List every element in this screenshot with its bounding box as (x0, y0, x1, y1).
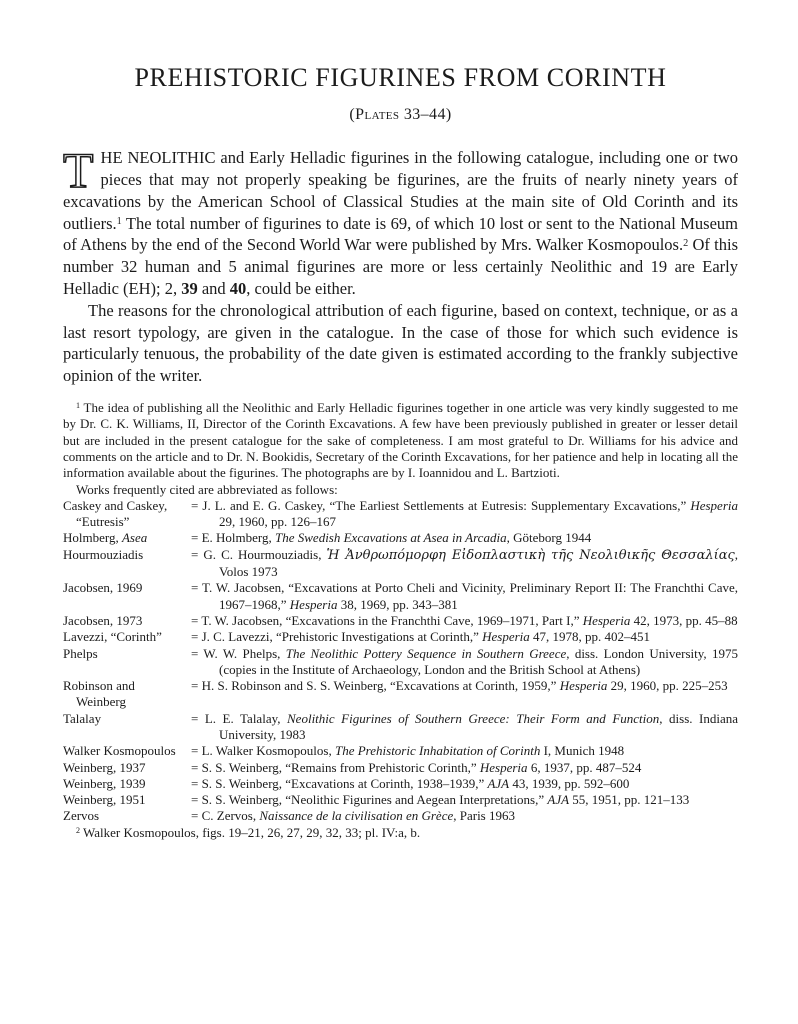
bibliography-abbreviation (63, 547, 191, 581)
bibliography-reference (191, 646, 738, 679)
works-cited-intro: Works frequently cited are abbreviated as follows: (76, 481, 338, 497)
text-run: , Paris 1963 (453, 808, 515, 824)
text-run: Asea (121, 530, 148, 546)
abbreviation-line-2 (63, 514, 191, 530)
text-run: Hourmouziadis (63, 546, 144, 562)
bibliography-reference (191, 629, 738, 645)
text-run: Talalay (63, 710, 102, 726)
text-run: = E. Holmberg, (191, 530, 275, 546)
text-run: = S. S. Weinberg, “Excavations at Corinth, 1938–1939,” (191, 775, 488, 791)
bibliography-list (63, 498, 738, 825)
text-run: Lavezzi, “Corinth” (63, 629, 162, 645)
bibliography-abbreviation (63, 808, 191, 824)
text-run: 38, 1969, pp. 343–381 (337, 596, 458, 612)
text-run: Hesperia (690, 497, 738, 513)
footnote-2 (63, 825, 738, 841)
bibliography-abbreviation (63, 580, 191, 613)
abbreviation-line (63, 580, 191, 596)
text-run: Naissance de la civilisation en Grèce (259, 808, 454, 824)
text-run: Neolithic Figurines of Southern Greece: Their Form and Function (287, 710, 660, 726)
text-run: The Neolithic Pottery Sequence in Southern Greece (285, 645, 567, 661)
text-run: Jacobsen, 1973 (63, 612, 143, 628)
bibliography-entry (63, 646, 738, 679)
bibliography-entry (63, 530, 738, 546)
text-run: = L. Walker Kosmopoulos, (191, 743, 335, 759)
text-run: The idea of publishing all the Neolithic and Early Helladic figurines together in one article was very kindly suggested to me by Dr. C. K. Williams, II, Director of the Corinth Excavations. A few have been previously published in greater or lesser detail but are included in the present catalogue for the sake of completeness. I am most grateful to Dr. Williams for his advice and comments on the article and to Dr. N. Bookidis, Secretary of the Corinth Excavations, for her patience and help in locating all the information available about the figurines. The photographs are by I. Ioannidou and L. Bartzioti. (63, 400, 738, 481)
abbreviation-line (63, 776, 191, 792)
text-run: Zervos (63, 808, 100, 824)
text-run: Weinberg (76, 694, 126, 710)
bibliography-entry (63, 808, 738, 824)
text-run: Weinberg, 1937 (63, 759, 146, 775)
bibliography-abbreviation (63, 530, 191, 546)
text-run: 42, 1973, pp. 45–88 (630, 612, 738, 628)
text-run: The Swedish Excavations at Asea in Arcadia (275, 530, 507, 546)
drop-cap-initial: T (63, 142, 94, 199)
bibliography-abbreviation (63, 743, 191, 759)
abbreviation-line (63, 629, 191, 645)
bibliography-entry (63, 776, 738, 792)
text-run: , Göteborg 1944 (506, 530, 592, 546)
footnote-ref: 1 (76, 401, 81, 411)
second-paragraph (63, 300, 738, 387)
bibliography-abbreviation (63, 613, 191, 629)
bibliography-entry (63, 678, 738, 711)
bibliography-abbreviation (63, 776, 191, 792)
text-run: Hesperia (482, 629, 530, 645)
text-run: Phelps (63, 645, 98, 661)
text-run: Caskey and Caskey, (63, 497, 168, 513)
bibliography-reference (191, 743, 738, 759)
text-run: Of this number 32 human and 5 animal figurines are more or less certainly Neolithic and 19 are Early Helladic (EH); 2, (63, 235, 738, 299)
footnote-ref: 2 (683, 237, 689, 249)
text-run: Jacobsen, 1969 (63, 580, 143, 596)
bibliography-reference (191, 776, 738, 792)
bibliography-reference (191, 580, 738, 613)
text-run: Holmberg, (63, 530, 122, 546)
text-run: The total number of figurines to date is 69, of which 10 lost or sent to the National Museum of Athens by the end of the Second World War were published by Mrs. Walker Kosmopoulos. (63, 213, 738, 255)
text-run: = J. L. and E. G. Caskey, “The Earliest Settlements at Eutresis: Supplementary Excavations,” (191, 497, 691, 513)
text-run: , diss. Indiana University, 1983 (219, 710, 739, 742)
bibliography-reference (191, 613, 738, 629)
text-run: “Eutresis” (76, 514, 130, 530)
text-run: = H. S. Robinson and S. S. Weinberg, “Excavations at Corinth, 1959,” (191, 678, 560, 694)
bibliography-reference (191, 792, 738, 808)
text-run: = C. Zervos, (191, 808, 260, 824)
bibliography-entry (63, 498, 738, 531)
bibliography-abbreviation (63, 498, 191, 531)
text-run: , Volos 1973 (219, 546, 739, 580)
abbreviation-line (63, 678, 191, 694)
text-run: 6, 1937, pp. 487–524 (527, 759, 642, 775)
text-run: and (197, 279, 230, 299)
page-content (63, 0, 738, 841)
opening-paragraph-text (63, 142, 738, 299)
text-run: = L. E. Talalay, (191, 710, 288, 726)
footnote-ref: 2 (76, 826, 81, 836)
bibliography-reference (191, 678, 738, 711)
bibliography-entry (63, 547, 738, 581)
text-run: 29, 1960, pp. 126–167 (219, 514, 336, 530)
text-run: = T. W. Jacobsen, “Excavations in the Franchthi Cave, 1969–1971, Part I,” (191, 612, 583, 628)
bibliography-entry (63, 711, 738, 744)
footnote-1 (63, 400, 738, 481)
abbreviation-line (63, 547, 191, 563)
text-run: Weinberg, 1939 (63, 775, 146, 791)
bibliography-abbreviation (63, 678, 191, 711)
text-run: 29, 1960, pp. 225–253 (607, 678, 728, 694)
bibliography-abbreviation (63, 646, 191, 679)
text-run: AJA (487, 775, 510, 791)
text-run: 47, 1978, pp. 402–451 (529, 629, 651, 645)
abbreviation-line (63, 646, 191, 662)
abbreviation-line-2 (63, 694, 191, 710)
plates-subtitle: (Plates 33–44) (349, 106, 452, 124)
abbreviation-line (63, 792, 191, 808)
text-run: , diss. London University, 1975 (copies in the Institute of Archaeology, London and the British School at Athens) (219, 645, 738, 677)
footnote-ref: 1 (116, 216, 122, 228)
abbreviation-line (63, 530, 191, 546)
text-run: AJA (547, 792, 570, 808)
footnotes-section (63, 400, 738, 841)
abbreviation-line (63, 743, 191, 759)
text-run: Hesperia (289, 596, 338, 612)
opening-paragraph (63, 142, 738, 300)
bibliography-reference (191, 530, 738, 546)
text-run: Hesperia (582, 612, 631, 628)
text-run: The Prehistoric Inhabitation of Corinth (334, 743, 541, 759)
text-run: I, Munich 1948 (540, 743, 625, 759)
article-title: PREHISTORIC FIGURINES FROM CORINTH (134, 63, 667, 92)
abbreviation-line (63, 711, 191, 727)
text-run: Walker Kosmopoulos (63, 743, 176, 759)
text-run: Ἡ Ἀνθρωπόμορφη Εἰδοπλαστικὴ τῆς Νεολιθικῆς Θεσσαλίας (326, 547, 735, 563)
text-run: The reasons for the chronological attribution of each figurine, based on context, technique, or as a last resort typology, are given in the catalogue. In the case of those for which such evidence is particularly tenuous, the probability of the date given is estimated according to the frankly subjective opinion of the writer. (63, 300, 738, 386)
bibliography-entry (63, 792, 738, 808)
abbreviation-line (63, 613, 191, 629)
text-run: = S. S. Weinberg, “Remains from Prehistoric Corinth,” (191, 759, 480, 775)
text-run: = W. W. Phelps, (191, 645, 286, 661)
bibliography-abbreviation (63, 629, 191, 645)
bibliography-reference (191, 760, 738, 776)
bibliography-abbreviation (63, 792, 191, 808)
bibliography-entry (63, 629, 738, 645)
text-run: = J. C. Lavezzi, “Prehistoric Investigations at Corinth,” (191, 629, 483, 645)
bibliography-reference (191, 711, 738, 744)
bibliography-reference (191, 498, 738, 531)
abbreviation-line (63, 760, 191, 776)
bibliography-entry (63, 613, 738, 629)
text-run: , could be either. (246, 279, 356, 299)
text-run: Hesperia (559, 678, 608, 694)
text-run: Robinson and (63, 678, 135, 694)
bibliography-reference (191, 547, 738, 581)
text-run: 39 (181, 279, 198, 299)
bibliography-entry (63, 743, 738, 759)
abbreviation-line (63, 498, 191, 514)
bibliography-reference (191, 808, 738, 824)
bibliography-abbreviation (63, 760, 191, 776)
text-run: Walker Kosmopoulos, figs. 19–21, 26, 27, 29, 32, 33; pl. IV:a, b. (80, 824, 421, 840)
text-run: 43, 1939, pp. 592–600 (509, 775, 630, 791)
text-run: 55, 1951, pp. 121–133 (569, 792, 690, 808)
text-run: Weinberg, 1951 (63, 792, 146, 808)
abbreviation-line (63, 808, 191, 824)
text-run: = S. S. Weinberg, “Neolithic Figurines and Aegean Interpretations,” (191, 792, 548, 808)
bibliography-entry (63, 580, 738, 613)
text-run: Hesperia (479, 759, 528, 775)
text-run: = T. W. Jacobsen, “Excavations at Porto Cheli and Vicinity, Preliminary Report II: The Franchthi Cave, 1967–1968,” (191, 580, 738, 612)
text-run: = G. C. Hourmouziadis, (191, 546, 327, 562)
text-run: 40 (229, 279, 247, 299)
text-run: HE NEOLITHIC and Early Helladic figurines in the following catalogue, including one or two pieces that may not properly speaking be figurines, are the fruits of nearly ninety years of excavations by the American School of Classical Studies at the main site of Old Corinth and its outliers. (63, 148, 738, 233)
bibliography-abbreviation (63, 711, 191, 744)
bibliography-entry (63, 760, 738, 776)
